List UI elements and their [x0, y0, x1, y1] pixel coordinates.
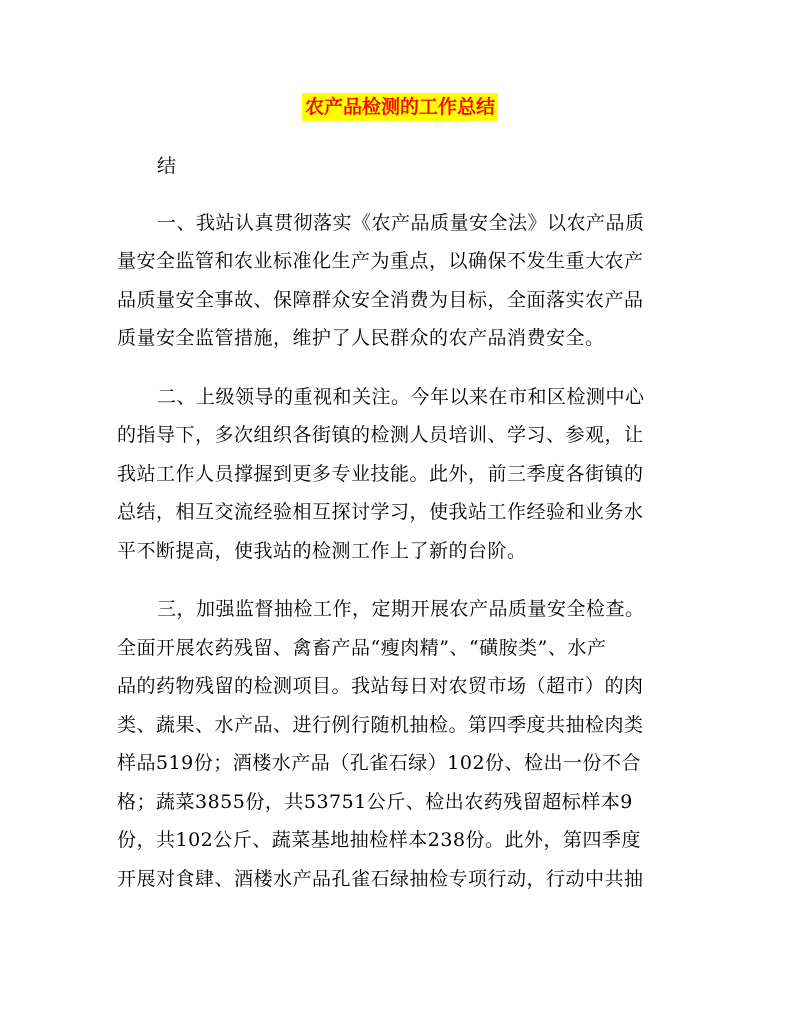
paragraph-line: 一、我站认真贯彻落实《农产品质量安全法》以农产品质: [157, 211, 645, 234]
document-title: 农产品检测的工作总结: [302, 93, 498, 121]
heading-line: 结: [157, 155, 177, 177]
paragraph-line: 平不断提高，使我站的检测工作上了新的台阶。: [117, 539, 527, 562]
paragraph-line: 的指导下，多次组织各街镇的检测人员培训、学习、参观，让: [117, 424, 644, 446]
paragraph-line: 开展对食肆、酒楼水产品孔雀石绿抽检专项行动，行动中共抽: [117, 867, 644, 890]
paragraph-line: 我站工作人员撑握到更多专业技能。此外，前三季度各街镇的: [117, 462, 644, 485]
paragraph-line: 品质量安全事故、保障群众安全消费为目标，全面落实农产品: [117, 288, 644, 311]
paragraph-line: 样品519份；酒楼水产品（孔雀石绿）102份、检出一份不合: [117, 752, 642, 774]
paragraph-line: 品的药物残留的检测项目。我站每日对农贸市场（超市）的肉: [117, 675, 644, 697]
paragraph-1: [117, 204, 687, 358]
paragraph-line: 三，加强监督抽检工作，定期开展农产品质量安全检查。: [157, 598, 645, 620]
paragraph-line: 类、蔬果、水产品、进行例行随机抽检。第四季度共抽检肉类: [117, 713, 644, 736]
paragraph-line: 质量安全监管措施，维护了人民群众的农产品消费安全。: [117, 327, 605, 349]
paragraph-2: [117, 378, 687, 571]
paragraph-line: 总结，相互交流经验相互探讨学习，使我站工作经验和业务水: [117, 501, 644, 523]
paragraph-line: 二、上级领导的重视和关注。今年以来在市和区检测中心: [157, 385, 645, 408]
paragraph-line: 全面开展农药残留、禽畜产品“瘦肉精”、“磺胺类”、水产: [117, 636, 607, 659]
paragraph-3: [117, 590, 687, 898]
paragraph-line: 份，共102公斤、蔬菜基地抽检样本238份。此外，第四季度: [117, 829, 642, 851]
title-container: [0, 93, 800, 121]
paragraph-line: 格；蔬菜3855份，共53751公斤、检出农药残留超标样本9: [117, 790, 633, 813]
paragraph-line: 量安全监管和农业标准化生产为重点，以确保不发生重大农产: [117, 250, 644, 272]
document-body: [117, 147, 687, 898]
